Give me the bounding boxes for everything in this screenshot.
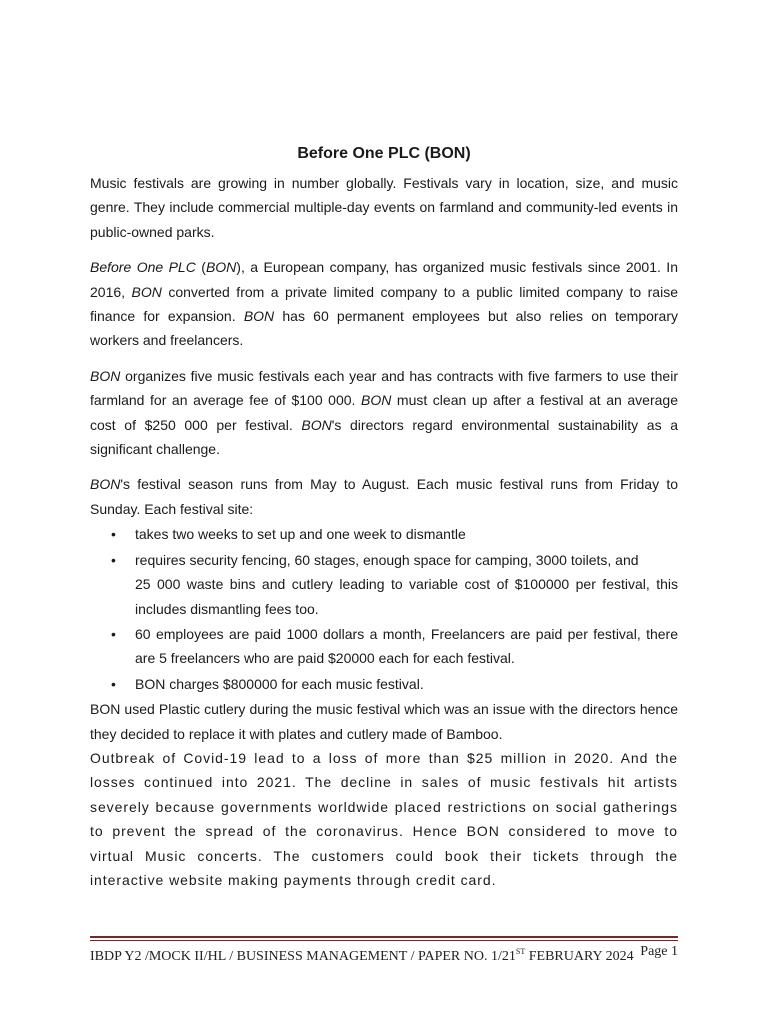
page-footer [90,943,678,966]
paragraph-festivals: BON organizes five music festivals each year and has contracts with five farmers to use their farmland for an average fee of $100 000. BON must clean up after a festival at an average cost of $250 000 per festival. BON's directors regard environmental sustainability as a significant challenge. [90,367,678,458]
paragraph-intro: Music festivals are growing in number globally. Festivals vary in location, size, and music genre. They include commercial multiple-day events on farmland and community-led events in public-owned parks. [90,175,678,240]
list-item: • requires security fencing, 60 stages, enough space for camping, 3000 toilets, and 25 000 waste bins and cutlery leading to variable cost of $100000 per festival, this includes dismantling fees too. [135,548,678,621]
footer-divider [90,936,678,941]
page-number: Page 1 [640,944,678,959]
paragraph-covid: Outbreak of Covid-19 lead to a loss of more than $25 million in 2020. And the losses continued into 2021. The decline in sales of music festivals hit artists severely because governments worldwide placed restrictions on social gatherings to prevent the spread of the coronavirus. Hence BON considered to move to virtual Music concerts. The customers could book their tickets through the interactive website making payments through credit card. [90,749,678,888]
paragraph-company: Before One PLC (BON), a European company, has organized music festivals since 2001. In 2016, BON converted from a private limited company to a public limited company to raise finance for expansion. BON has 60 permanent employees but also relies on temporary workers and freelancers. [90,259,678,349]
list-item: • takes two weeks to set up and one week to dismantle [135,522,678,546]
footer-course-info: IBDP Y2 /MOCK II/HL / BUSINESS MANAGEMENT / PAPER NO. 1/21ST FEBRUARY 2024 [90,947,634,964]
list-item: • 60 employees are paid 1000 dollars a month, Freelancers are paid per festival, there are 5 freelancers who are paid $20000 each for each festival. [135,622,678,671]
paragraph-season: BON's festival season runs from May to August. Each music festival runs from Friday to Sunday. Each festival site: [90,476,678,517]
document-title: Before One PLC (BON) [297,145,471,162]
document-body [90,171,678,892]
paragraph-cutlery: BON used Plastic cutlery during the music festival which was an issue with the directors hence they decided to replace it with plates and cutlery made of Bamboo. [90,701,678,742]
festival-site-list [90,522,678,696]
company-name: Before One PLC [90,259,196,276]
list-item: • BON charges $800000 for each music festival. [135,672,678,696]
